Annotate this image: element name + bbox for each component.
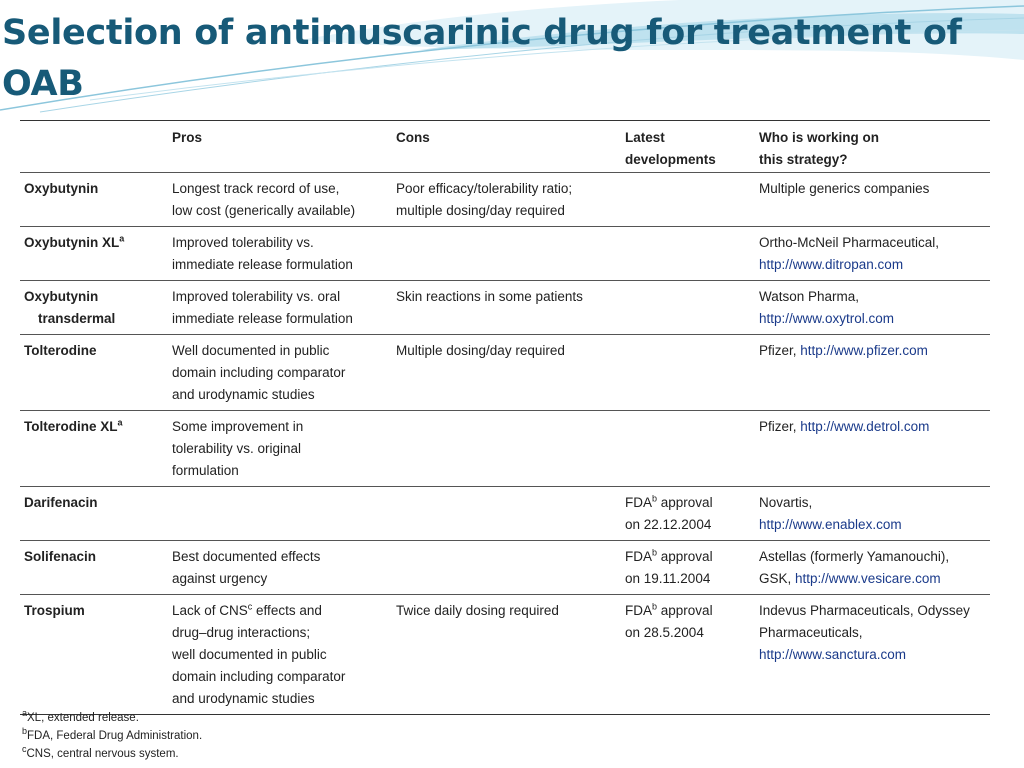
pros-line: well documented in public (172, 647, 327, 662)
table-row (20, 595, 990, 715)
pros-cell (168, 281, 392, 335)
header-cons: Cons (392, 121, 621, 173)
who-cell (755, 335, 990, 411)
pros-line: Well documented in public (172, 343, 330, 358)
who-text: Multiple generics companies (759, 181, 930, 196)
cons-cell (392, 411, 621, 487)
footnote-text: CNS, central nervous system. (26, 748, 179, 760)
latest-cell (621, 487, 755, 541)
drug-name-cell (20, 411, 168, 487)
cons-line: multiple dosing/day required (396, 203, 565, 218)
footnote (22, 727, 202, 745)
cons-line: Twice daily dosing required (396, 603, 559, 618)
who-cell (755, 173, 990, 227)
drug-name: Darifenacin (20, 487, 168, 541)
pros-cell (168, 335, 392, 411)
pros-line: domain including comparator (172, 669, 346, 684)
pros-line: and urodynamic studies (172, 691, 315, 706)
drug-name: Oxybutynin (24, 289, 99, 304)
cons-cell (392, 281, 621, 335)
drug-name-cell (20, 227, 168, 281)
drug-name-l2: transdermal (38, 311, 116, 326)
footnote-marker: c (22, 744, 27, 755)
latest-cell (621, 281, 755, 335)
pros-line-a: Lack of CNS (172, 603, 248, 618)
drug-name: Oxybutynin XL (24, 235, 120, 250)
who-text-l2: Pharmaceuticals, (759, 625, 863, 640)
latest-approval: approval (660, 603, 713, 618)
pros-line: domain including comparator (172, 365, 346, 380)
who-text: Ortho-McNeil Pharmaceutical, (759, 235, 940, 250)
who-cell (755, 227, 990, 281)
table-row (20, 227, 990, 281)
pros-line: immediate release formulation (172, 311, 353, 326)
pros-cell (168, 595, 392, 715)
latest-cell (621, 541, 755, 595)
footnote (22, 745, 202, 763)
drug-name: Solifenacin (20, 541, 168, 595)
table-row (20, 173, 990, 227)
who-text: Astellas (formerly Yamanouchi), (759, 549, 950, 564)
latest-approval: approval (660, 495, 713, 510)
latest-approval: approval (660, 549, 713, 564)
company-url-link[interactable]: http://www.detrol.com (800, 419, 930, 434)
pros-line: formulation (172, 463, 239, 478)
pros-line: tolerability vs. original (172, 441, 302, 456)
latest-date: on 19.11.2004 (625, 571, 711, 586)
footnote-text: XL, extended release. (27, 712, 139, 724)
header-who (755, 121, 990, 173)
drug-name-cell (20, 281, 168, 335)
company-url-link[interactable]: http://www.oxytrol.com (759, 311, 895, 326)
drug-table (20, 120, 990, 715)
drug-name: Tolterodine XL (24, 419, 118, 434)
cons-cell (392, 227, 621, 281)
pros-line: and urodynamic studies (172, 387, 315, 402)
latest-cell (621, 411, 755, 487)
who-text-l2: GSK, (759, 571, 792, 586)
pros-line: Some improvement in (172, 419, 304, 434)
cons-cell (392, 541, 621, 595)
footnote-marker: a (117, 417, 123, 428)
cons-cell (392, 335, 621, 411)
table-row (20, 411, 990, 487)
footnote-text: FDA, Federal Drug Administration. (27, 730, 203, 742)
table-row (20, 281, 990, 335)
pros-line: drug–drug interactions; (172, 625, 311, 640)
cons-cell (392, 595, 621, 715)
company-url-link[interactable]: http://www.pfizer.com (800, 343, 928, 358)
header-pros: Pros (168, 121, 392, 173)
table-row (20, 335, 990, 411)
company-url-link[interactable]: http://www.sanctura.com (759, 647, 907, 662)
who-text: Indevus Pharmaceuticals, Odyssey (759, 603, 970, 618)
latest-fda: FDA (625, 603, 652, 618)
latest-cell (621, 227, 755, 281)
latest-cell (621, 595, 755, 715)
slide-title: Selection of antimuscarinic drug for treatment of OAB (2, 13, 962, 104)
table-row (20, 487, 990, 541)
latest-fda: FDA (625, 495, 652, 510)
company-url-link[interactable]: http://www.enablex.com (759, 517, 902, 532)
who-cell (755, 595, 990, 715)
pros-line: Best documented effects (172, 549, 321, 564)
header-who-l1: Who is working on (759, 130, 879, 145)
pros-line: against urgency (172, 571, 268, 586)
drug-name: Trospium (20, 595, 168, 715)
header-drug (20, 121, 168, 173)
latest-cell (621, 173, 755, 227)
pros-line: low cost (generically available) (172, 203, 356, 218)
who-text: Watson Pharma, (759, 289, 860, 304)
pros-line: Improved tolerability vs. oral (172, 289, 341, 304)
pros-line-b: effects and (256, 603, 322, 618)
drug-name: Tolterodine (20, 335, 168, 411)
cons-line: Poor efficacy/tolerability ratio; (396, 181, 573, 196)
table-header-row (20, 121, 990, 173)
pros-cell (168, 173, 392, 227)
latest-cell (621, 335, 755, 411)
company-url-link[interactable]: http://www.vesicare.com (795, 571, 941, 586)
who-cell (755, 281, 990, 335)
table-row (20, 541, 990, 595)
company-url-link[interactable]: http://www.ditropan.com (759, 257, 904, 272)
latest-date: on 22.12.2004 (625, 517, 712, 532)
pros-line: Improved tolerability vs. (172, 235, 314, 250)
footnote (22, 709, 202, 727)
footnote-marker: b (22, 726, 28, 737)
footnote-marker: b (652, 601, 658, 612)
header-latest-l1: Latest (625, 130, 665, 145)
footnotes (22, 709, 202, 763)
pros-line: immediate release formulation (172, 257, 353, 272)
footnote-marker: c (247, 601, 253, 612)
cons-line: Multiple dosing/day required (396, 343, 565, 358)
drug-comparison-table (20, 120, 990, 715)
cons-cell (392, 173, 621, 227)
who-text: Pfizer, (759, 343, 797, 358)
latest-fda: FDA (625, 549, 652, 564)
pros-cell (168, 411, 392, 487)
pros-line: Longest track record of use, (172, 181, 340, 196)
pros-cell (168, 541, 392, 595)
pros-cell (168, 227, 392, 281)
who-cell (755, 541, 990, 595)
who-text: Pfizer, (759, 419, 797, 434)
header-latest (621, 121, 755, 173)
cons-line: Skin reactions in some patients (396, 289, 583, 304)
drug-name: Oxybutynin (20, 173, 168, 227)
who-text: Novartis, (759, 495, 813, 510)
footnote-marker: b (652, 547, 658, 558)
latest-date: on 28.5.2004 (625, 625, 704, 640)
pros-cell (168, 487, 392, 541)
cons-cell (392, 487, 621, 541)
footnote-marker: a (22, 708, 28, 719)
header-latest-l2: developments (625, 152, 716, 167)
footnote-marker: a (119, 233, 125, 244)
who-cell (755, 411, 990, 487)
header-who-l2: this strategy? (759, 152, 848, 167)
footnote-marker: b (652, 493, 658, 504)
who-cell (755, 487, 990, 541)
